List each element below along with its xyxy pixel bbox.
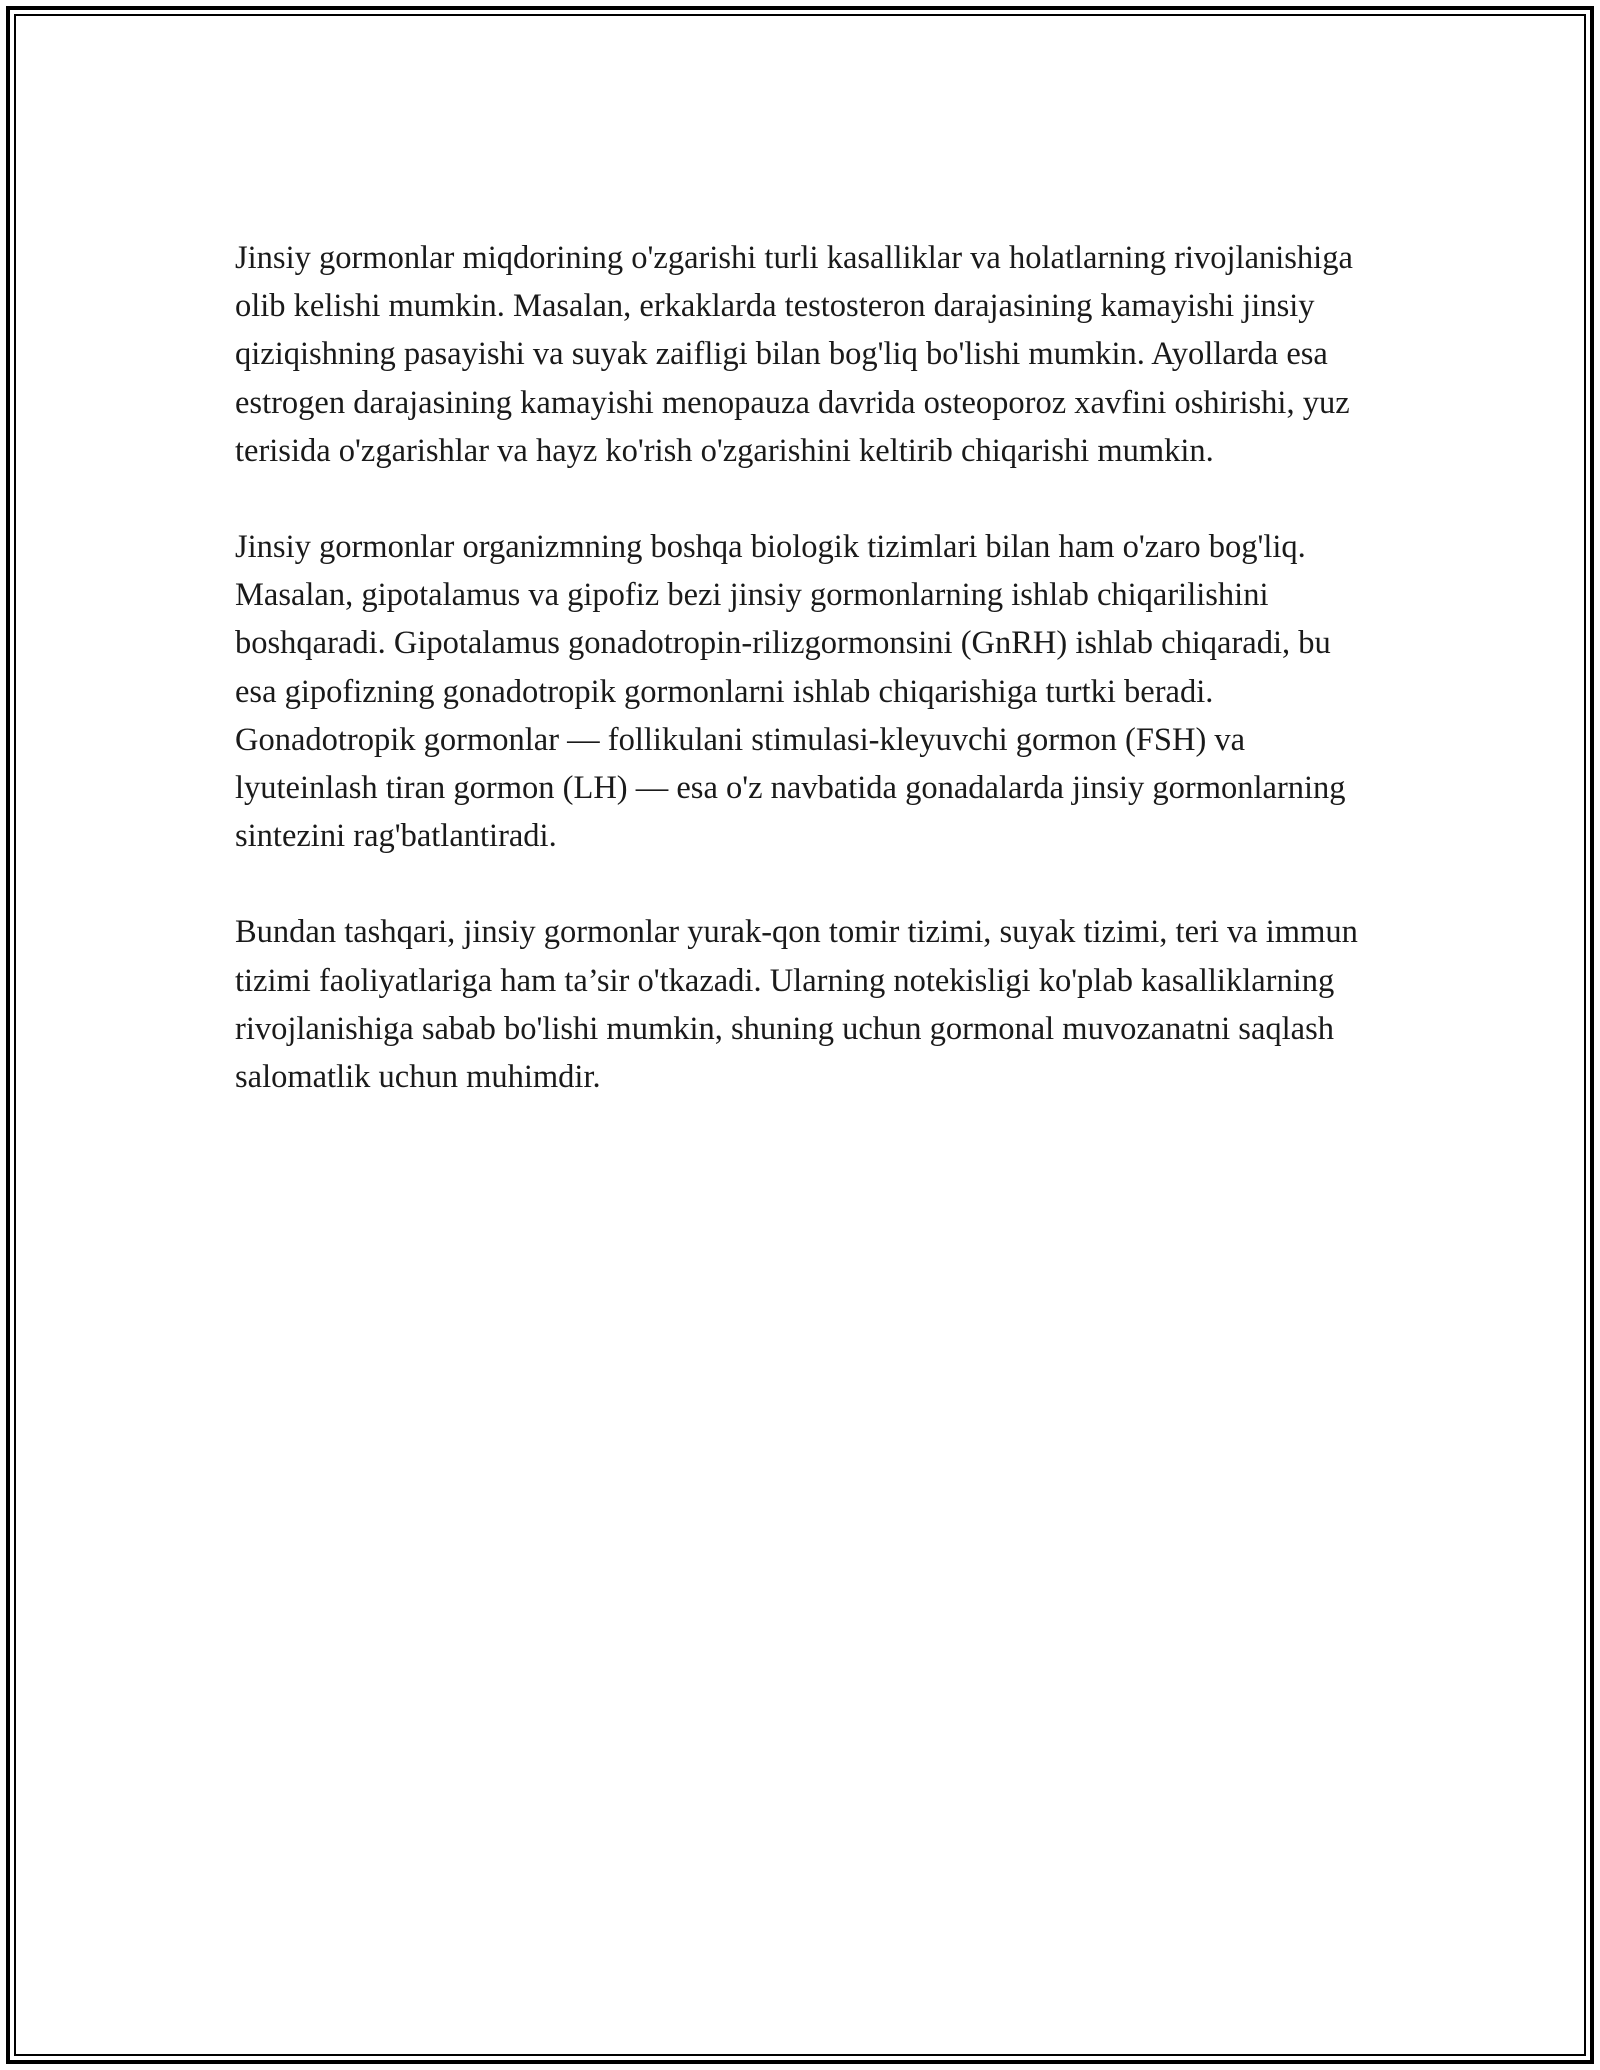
paragraph-1: Jinsiy gormonlar miqdorining o'zgarishi turli kasalliklar va holatlarning rivojlanishiga olib kelishi mumkin. Masalan, erkaklarda testosteron darajasining kamayishi jinsiy qiziqishning pasayishi va suyak zaifligi bilan bog'liq bo'lishi mumkin. Ayollarda esa estrogen darajasining kamayishi menopauza davrida osteoporoz xavfini oshirishi, yuz terisida o'zgarishlar va hayz ko'rish o'zgarishini keltirib chiqarishi mumkin. [235,240,1353,469]
paragraph-3: Bundan tashqari, jinsiy gormonlar yurak-qon tomir tizimi, suyak tizimi, teri va immun tizimi faoliyatlariga ham ta’sir o'tkazadi. Ularning notekisligi ko'plab kasalliklarning rivojlanishiga sabab bo'lishi mumkin, shuning uchun gormonal muvozanatni saqlash salomatlik uchun muhimdir. [235,914,1358,1096]
document-body [235,234,1375,1149]
paragraph-2: Jinsiy gormonlar organizmning boshqa biologik tizimlari bilan ham o'zaro bog'liq. Masalan, gipotalamus va gipofiz bezi jinsiy gormonlarning ishlab chiqarilishini boshqaradi. Gipotalamus gonadotropin-rilizgormonsini (GnRH) ishlab chiqaradi, bu esa gipofizning gonadotropik gormonlarni ishlab chiqarishiga turtki beradi. Gonadotropik gormonlar — follikulani stimulasi-kleyuvchi gormon (FSH) va lyuteinlash tiran gormon (LH) — esa o'z navbatida gonadalarda jinsiy gormonlarning sintezini rag'batlantiradi. [235,529,1346,855]
